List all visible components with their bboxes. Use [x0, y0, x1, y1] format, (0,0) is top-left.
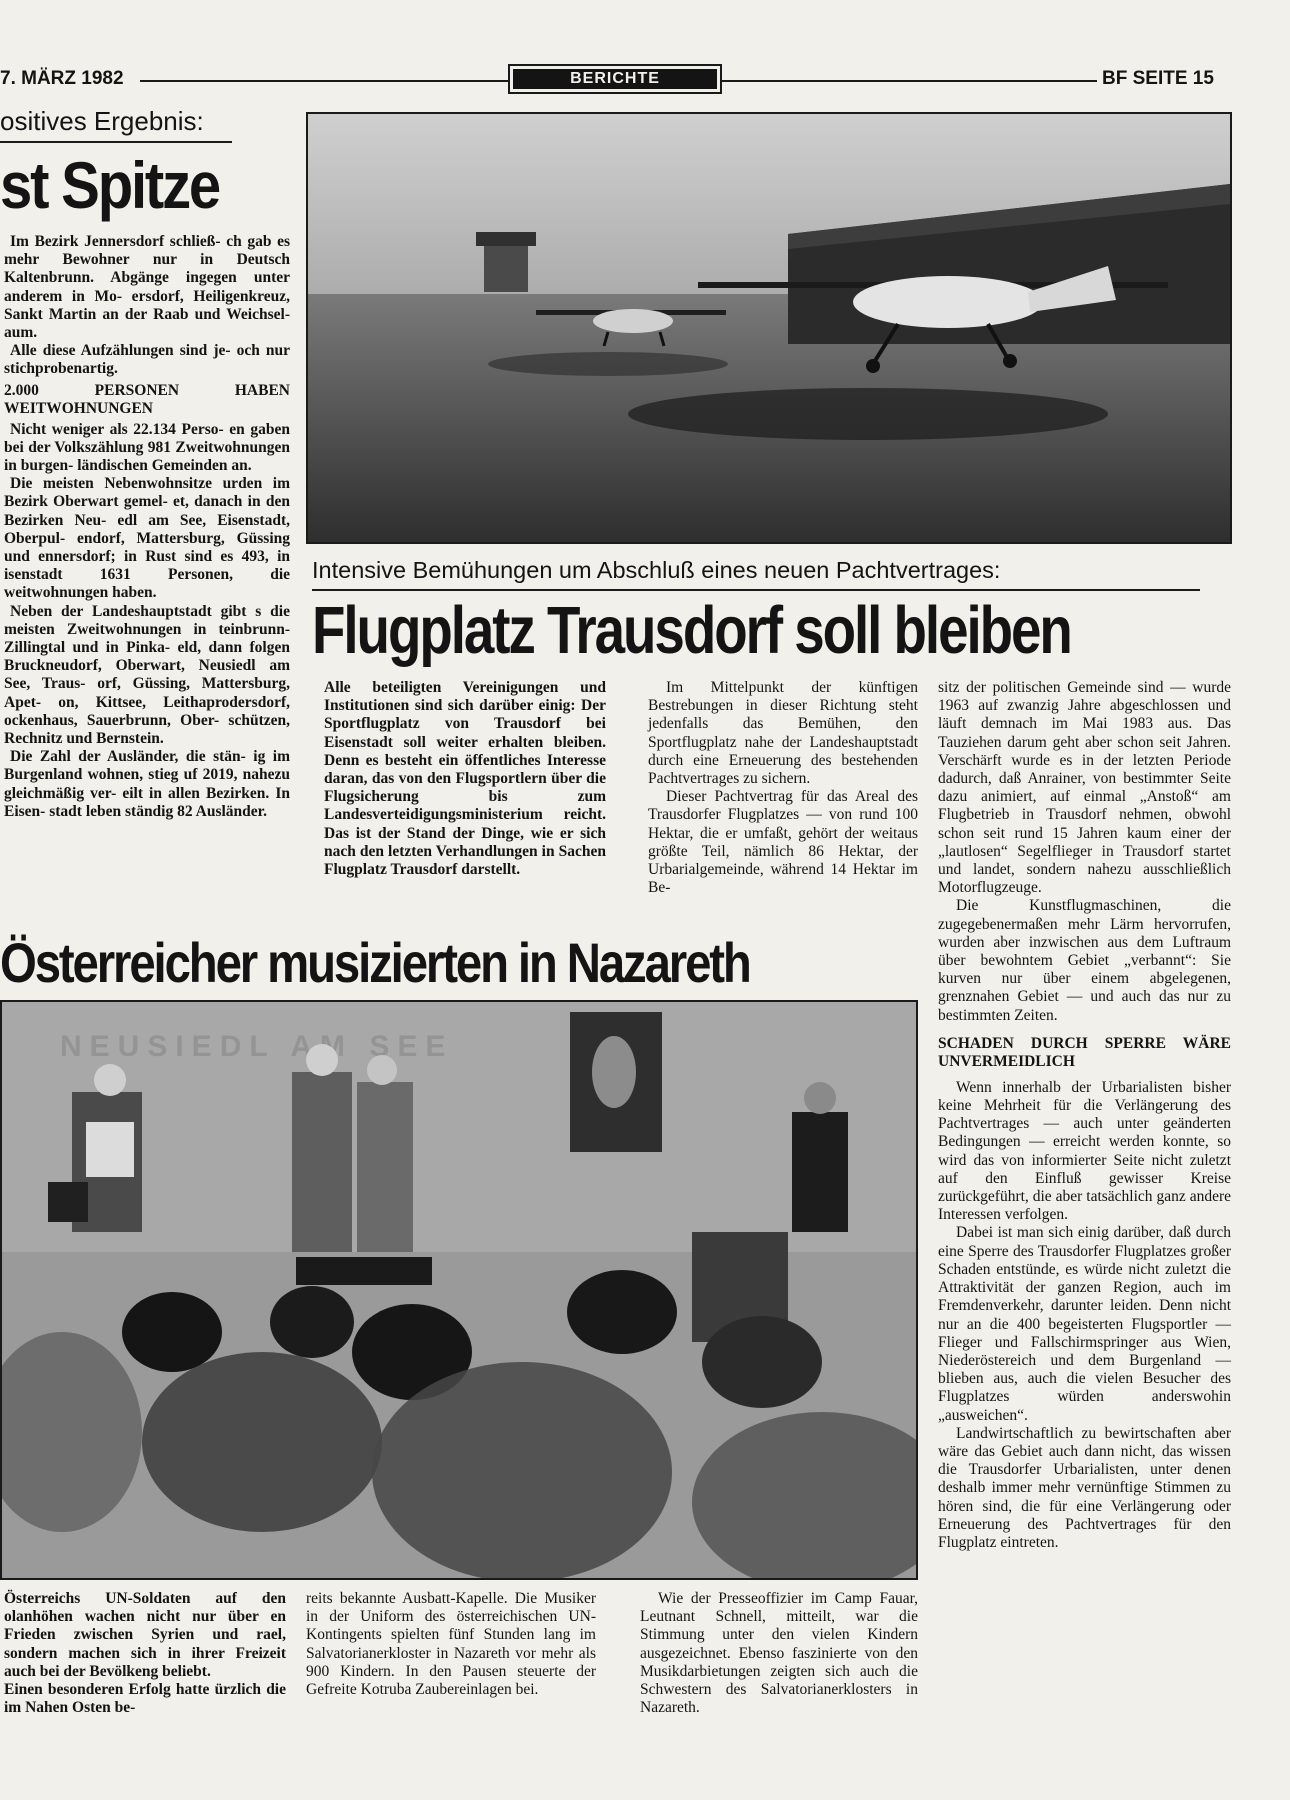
- airport-paragraph: Landwirtschaftlich zu bewirtschaften aber wäre das Gebiet auch dann nicht, das wissen die Trausdorfer Urbarialisten, unter denen deshalb immer mehr vernünftige Stimmen zu hören sind, die für eine Verlängerung oder Erneuerung des Pachtvertrages für den Flugplatz eintreten.: [938, 1424, 1231, 1551]
- airport-paragraph: Die Kunstflugmaschinen, die zugegebenermaßen mehr Lärm hervorrufen, wurden aber inzwischen aus dem Luftraum über bewohntem Gebiet „verbannt“: Sie kurven nur über einem abgelegenen, grenznahen Gebiet — und auch das nur zu bestimmten Zeiten.: [938, 897, 1231, 1024]
- music-headline: Österreicher musizierten in Nazareth: [0, 931, 750, 994]
- airport-paragraph: Dieser Pachtvertrag für das Areal des Trausdorfer Flugplatzes — von rund 100 Hektar, die er umfaßt, gehört der weitaus größte Teil, nämlich 86 Hektar, der Urbarialgemeinde, während 14 Hektar im Be-: [648, 788, 918, 897]
- music-paragraph: Österreichs UN-Soldaten auf den olanhöhen wachen nicht nur über en Frieden zwischen Syrien und rael, sondern machen sich in ihrer Freizeit auch bei der Bevölkeng beliebt.: [4, 1590, 286, 1680]
- airport-lead: Alle beteiligten Vereinigungen und Institutionen sind sich darüber einig: Der Sportflugplatz von Trausdorf bei Eisenstadt soll weiter erhalten bleiben. Denn es besteht ein öffentliches Interesse daran, das von den Flugsportlern über die Flugsicherung bis zum Landesverteidigungsministerium reicht. Das ist der Stand der Dinge, wie er sich nach den letzten Verhandlungen in Sachen Flugplatz Trausdorf darstellt.: [324, 679, 606, 879]
- music-paragraph: Einen besonderen Erfolg hatte ürzlich die im Nahen Osten be-: [4, 1681, 286, 1717]
- masthead-rule-right: [722, 80, 1097, 82]
- masthead-rule-left: [140, 80, 508, 82]
- airport-kicker-rule: [312, 589, 1200, 591]
- airfield-photo: [306, 112, 1232, 544]
- music-paragraph: Wie der Presseoffizier im Camp Fauar, Leutnant Schnell, mitteilt, war die Stimmung unter den vielen Kindern ausgezeichnet. Ebenso faszinierte von den Musikdarbietungen zeigten sich auch die Schwestern des Salvatorianerklosters in Nazareth.: [640, 1590, 918, 1717]
- section-box: [508, 64, 722, 94]
- music-column-2: [306, 1590, 596, 1699]
- left-paragraph: Die meisten Nebenwohnsitze urden im Bezirk Oberwart gemel- et, danach in den Bezirken Neu- edl am See, Eisenstadt, Oberpul- endorf, Mattersburg, Güssing und ennersdorf; in Rust sind es 493, in isenstadt 1631 Personen, die weitwohnungen haben.: [4, 475, 290, 602]
- concert-illustration: [2, 1002, 916, 1578]
- airport-kicker: Intensive Bemühungen um Abschluß eines neuen Pachtvertrages:: [312, 557, 1001, 583]
- airport-paragraph: Im Mittelpunkt der künftigen Bestrebungen in dieser Richtung steht jedenfalls das Bemühen, den Sportflugplatz nahe der Landeshauptstadt durch eine Erneuerung des bestehenden Pachtvertrages zu sichern.: [648, 679, 918, 788]
- airport-subhead: SCHADEN DURCH SPERRE WÄRE UNVERMEIDLICH: [938, 1034, 1231, 1070]
- airport-column-3: [938, 679, 1231, 1552]
- airport-paragraph: Wenn innerhalb der Urbarialisten bisher keine Mehrheit für die Verlängerung des Pachtvertrages — auch unter geänderten Bedingungen — erreicht werden konnte, so wird das von informierter Seite nicht zuletzt auf den Einfluß gewisser Kreise zurückgeführt, die aber tatsächlich ganz andere Interessen verfolgen.: [938, 1078, 1231, 1224]
- airport-headline: Flugplatz Trausdorf soll bleiben: [312, 593, 1071, 668]
- left-kicker-rule: [0, 141, 232, 143]
- left-kicker: ositives Ergebnis:: [0, 106, 204, 136]
- music-paragraph: reits bekannte Ausbatt-Kapelle. Die Musiker in der Uniform des österreichischen UN-Kontingents spielten fünf Stunden lang im Salvatorianerkloster in Nazareth vor mehr als 900 Kindern. In den Pausen steuerte der Gefreite Kotruba Zaubereinlagen bei.: [306, 1590, 596, 1699]
- issue-date: 7. MÄRZ 1982: [0, 68, 124, 89]
- section-label: BERICHTE: [513, 69, 717, 89]
- music-column-1: [4, 1590, 286, 1717]
- left-paragraph: Alle diese Aufzählungen sind je- och nur stichprobenartig.: [4, 342, 290, 378]
- airport-column-2: [648, 679, 918, 897]
- left-subhead: 2.000 PERSONEN HABEN WEITWOHNUNGEN: [4, 381, 290, 417]
- airfield-illustration: [308, 114, 1230, 542]
- airport-paragraph: Dabei ist man sich einig darüber, daß durch eine Sperre des Trausdorfer Flugplatzes großer Schaden entstünde, es würde nicht zuletzt die Attraktivität der ganzen Region, auch im Fremdenverkehr, darunter leiden. Denn nicht nur an die 400 begeisterten Flugsportler — Flieger und Fallschirmspringer aus Wien, Niederöstereich und dem Burgenland — blieben aus, auch die vielen Besucher des Flugplatzes würden anderswohin „ausweichen“.: [938, 1224, 1231, 1424]
- music-column-3: [640, 1590, 918, 1717]
- left-headline: st Spitze: [0, 148, 220, 222]
- airport-paragraph: sitz der politischen Gemeinde sind — wurde 1963 auf zwanzig Jahre abgeschlossen und läuft demnach im Mai 1983 aus. Das Tauziehen darum geht aber schon seit Jahren. Verschärft wurde es in der letzten Periode dadurch, daß Anrainer, von bestimmter Seite dazu animiert, auf einmal „Anstoß“ am Flugbetrieb in Trausdorf nehmen, obwohl schon seit rund 15 Jahren kaum einer der „lautlosen“ Segelflieger in Trausdorf startet und landet, sondern nahezu ausschließlich Motorflugzeuge.: [938, 679, 1231, 897]
- concert-photo: [0, 1000, 918, 1580]
- left-paragraph: Nicht weniger als 22.134 Perso- en gaben bei der Volkszählung 981 Zweitwohnungen in burgen- ländischen Gemeinden an.: [4, 420, 290, 475]
- left-paragraph: Die Zahl der Ausländer, die stän- ig im Burgenland wohnen, stieg uf 2019, nahezu gleichmäßig ver- eilt in allen Bezirken. In Eisen- stadt leben ständig 82 Ausländer.: [4, 748, 290, 820]
- left-paragraph: Neben der Landeshauptstadt gibt s die meisten Zweitwohnungen in teinbrunn-Zillingtal und in Pinka- eld, dann folgen Bruckneudorf, Oberwart, Neusiedl am See, Traus- orf, Güssing, Mattersburg, Apet- on, Kittsee, Leithaprodersdorf, ockenhaus, Sauerbrunn, Ober- schützen, Rechnitz und Bernstein.: [4, 602, 290, 748]
- left-paragraph: Im Bezirk Jennersdorf schließ- ch gab es mehr Bewohner nur in Deutsch Kaltenbrunn. Abgänge ingegen unter anderem in Mo- ersdorf, Heiligenkreuz, Sankt Martin an der Raab und Weichsel- aum.: [4, 233, 290, 342]
- left-article-body: [4, 233, 290, 821]
- page-number: BF SEITE 15: [1102, 68, 1214, 89]
